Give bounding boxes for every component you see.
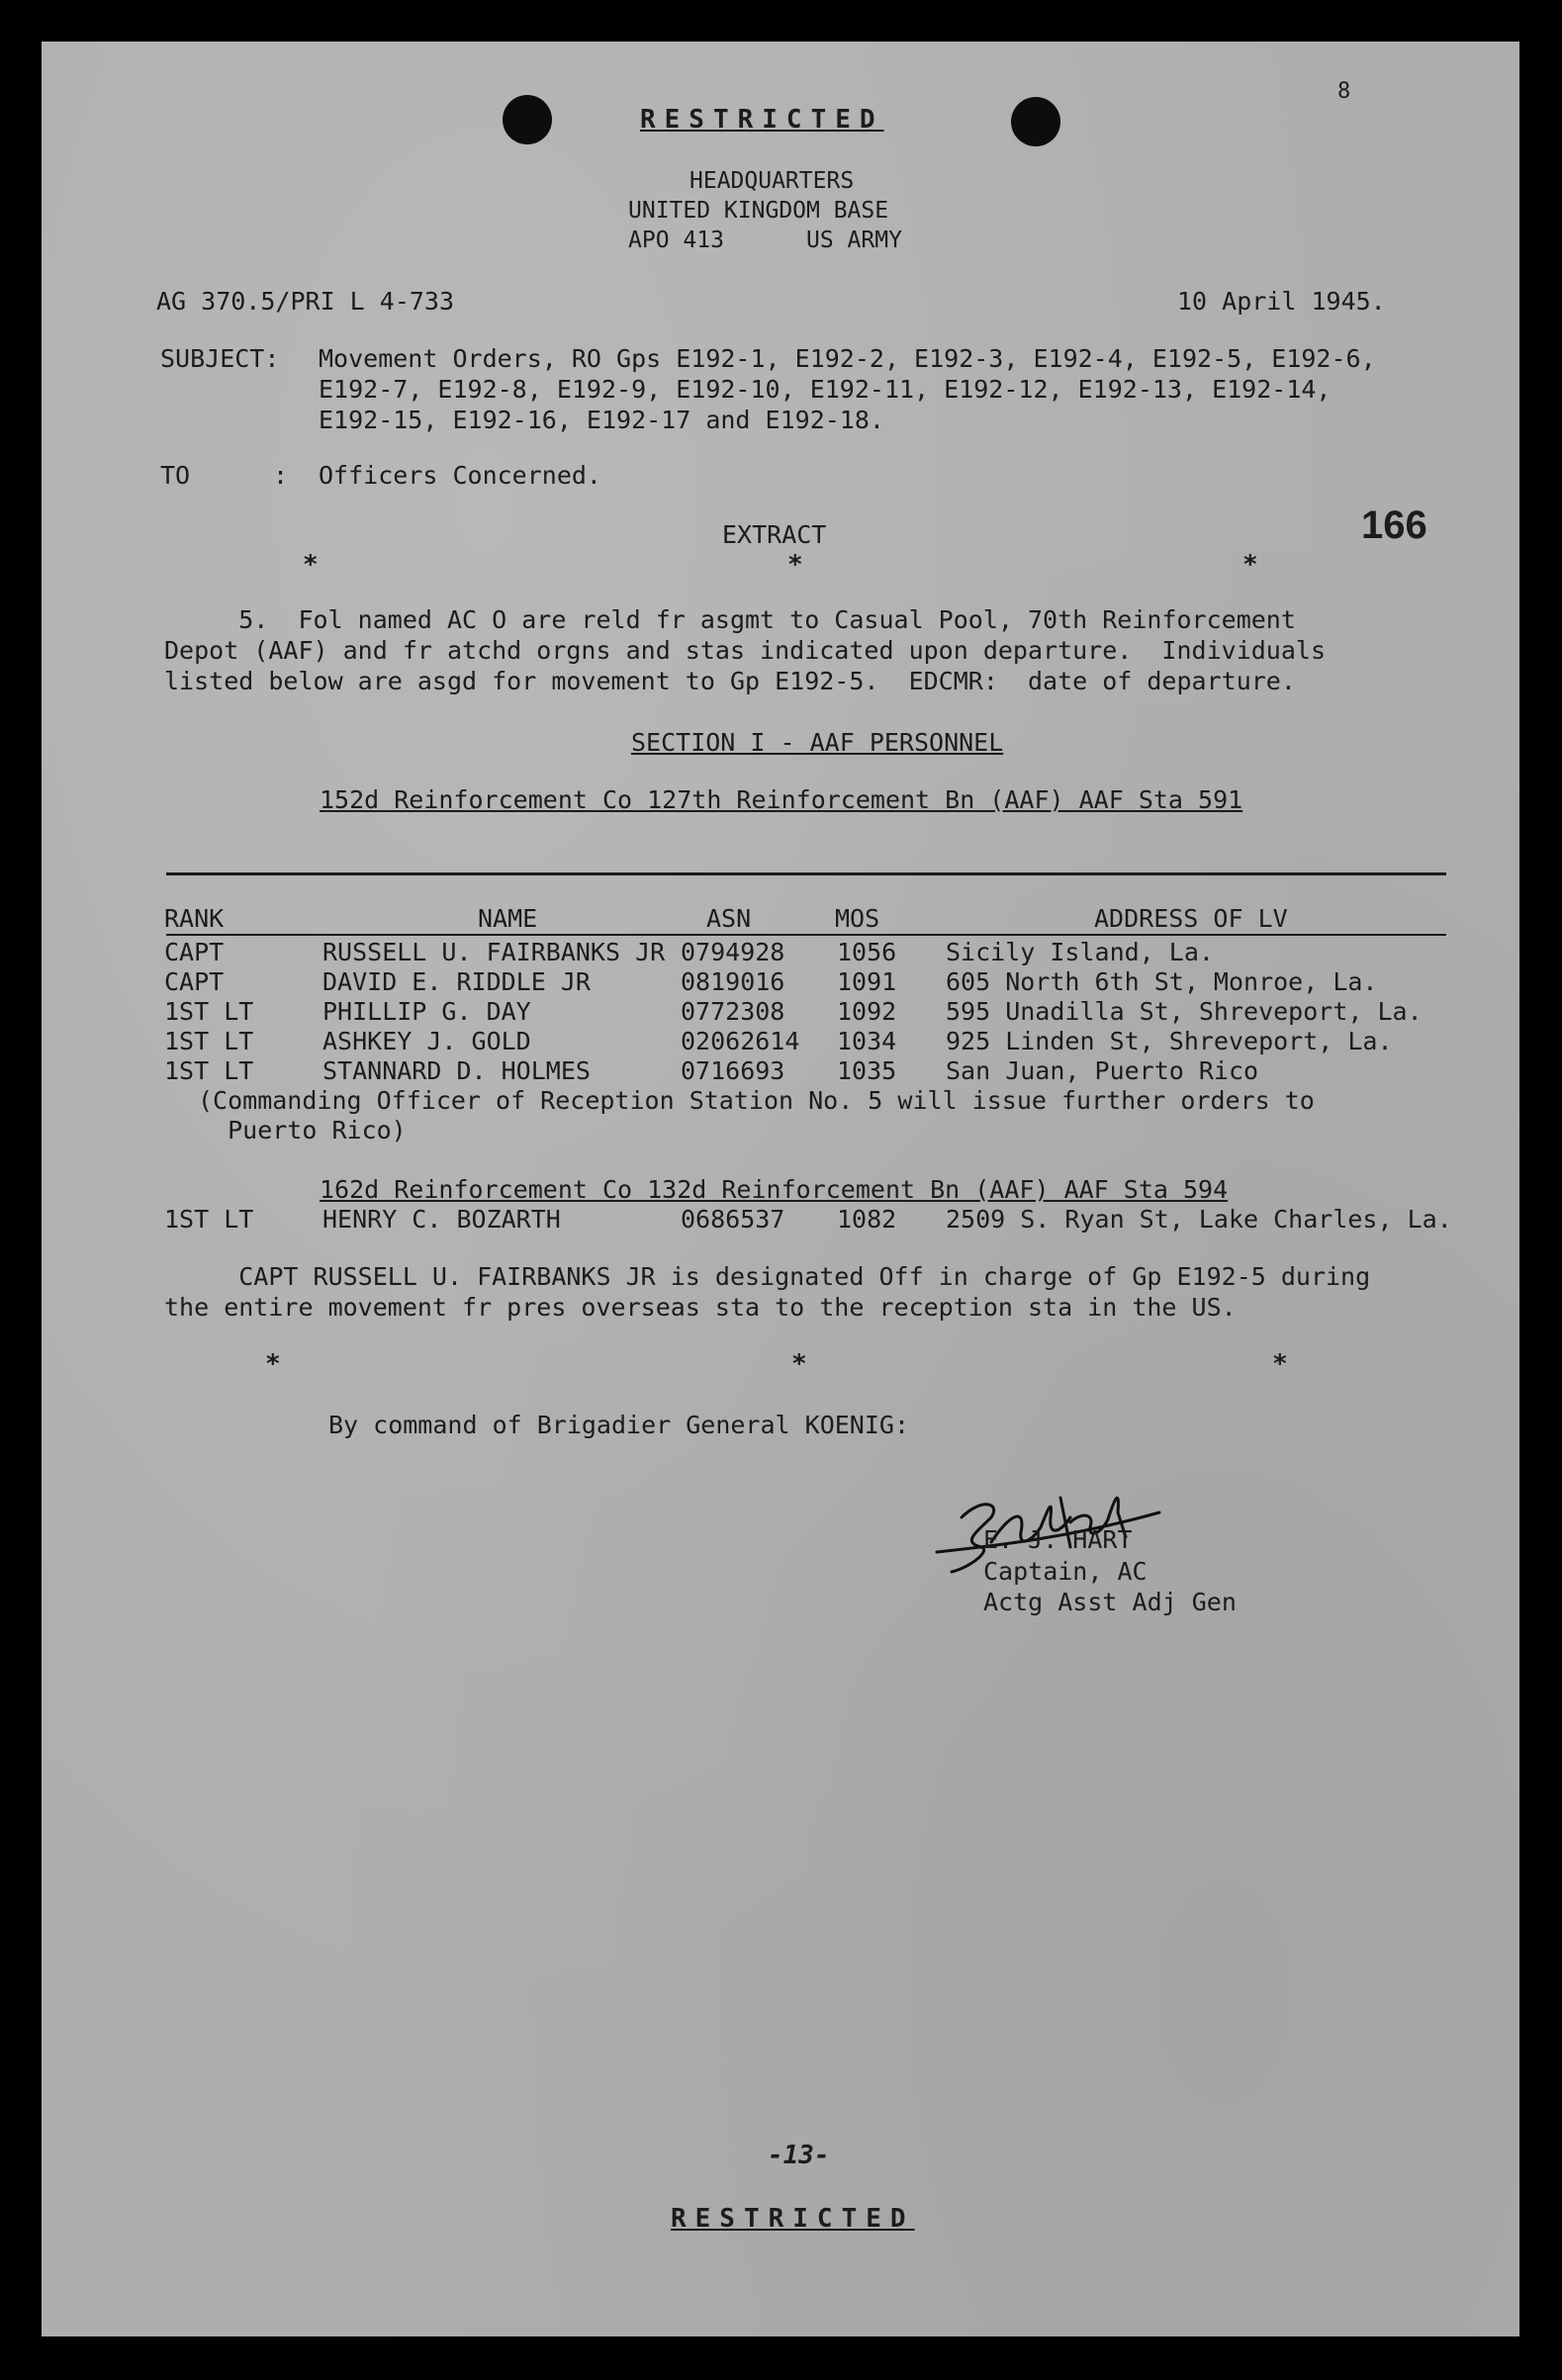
cell-mos: 1082 (837, 1205, 897, 1234)
page-marker: -13- (768, 2141, 830, 2170)
paragraph-line-2: Depot (AAF) and fr atchd orgns and stas indicated upon departure. Individuals (164, 636, 1326, 665)
charge-line-2: the entire movement fr pres overseas sta to the reception sta in the US. (164, 1293, 1237, 1322)
paragraph-line-1: 5. Fol named AC O are reld fr asgmt to Casual Pool, 70th Reinforcement (164, 605, 1296, 634)
cell-name: RUSSELL U. FAIRBANKS JR (322, 938, 666, 966)
cell-rank: 1ST LT (164, 1056, 254, 1085)
org-line-1: HEADQUARTERS (689, 168, 855, 194)
header-mos: MOS (835, 904, 880, 933)
separator-star: * (791, 1349, 807, 1379)
cell-mos: 1092 (837, 997, 897, 1026)
separator-star: * (1242, 550, 1258, 580)
separator-star: * (303, 550, 319, 580)
cell-address: 925 Linden St, Shreveport, La. (946, 1027, 1393, 1055)
cell-mos: 1056 (837, 938, 897, 966)
note-line-1: (Commanding Officer of Reception Station No. 5 will issue further orders to (198, 1086, 1315, 1115)
cell-address: 605 North 6th St, Monroe, La. (946, 967, 1378, 996)
cell-rank: CAPT (164, 967, 225, 996)
cell-address: 595 Unadilla St, Shreveport, La. (946, 997, 1423, 1026)
to-colon: : (273, 461, 289, 490)
table-header-row (42, 904, 1519, 934)
reference-number: AG 370.5/PRI L 4-733 (156, 287, 455, 316)
cell-asn: 02062614 (681, 1027, 800, 1055)
document-page (42, 42, 1519, 2336)
subject-line-3: E192-15, E192-16, E192-17 and E192-18. (319, 406, 884, 434)
cell-asn: 0716693 (681, 1056, 785, 1085)
cell-name: PHILLIP G. DAY (322, 997, 531, 1026)
table-row (42, 967, 1519, 997)
cell-mos: 1034 (837, 1027, 897, 1055)
header-name: NAME (478, 904, 538, 933)
table-row (42, 1205, 1519, 1235)
header-address: ADDRESS OF LV (1094, 904, 1288, 933)
extract-label: EXTRACT (722, 520, 827, 549)
signer-name: E. J. HART (983, 1525, 1133, 1554)
to-label: TO (160, 461, 191, 490)
note-line-2: Puerto Rico) (198, 1116, 407, 1144)
cell-name: ASHKEY J. GOLD (322, 1027, 531, 1055)
cell-name: STANNARD D. HOLMES (322, 1056, 591, 1085)
punch-hole-right (1011, 97, 1060, 146)
order-date: 10 April 1945. (1177, 287, 1386, 316)
subject-line-2: E192-7, E192-8, E192-9, E192-10, E192-11, E192-12, E192-13, E192-14, (319, 375, 1332, 404)
table-row (42, 938, 1519, 967)
charge-line-1: CAPT RUSSELL U. FAIRBANKS JR is designated Off in charge of Gp E192-5 during (164, 1262, 1371, 1291)
cell-address: 2509 S. Ryan St, Lake Charles, La. (946, 1205, 1452, 1234)
cell-address: Sicily Island, La. (946, 938, 1214, 966)
header-rule (166, 934, 1446, 936)
cell-rank: 1ST LT (164, 1027, 254, 1055)
cell-mos: 1035 (837, 1056, 897, 1085)
header-asn: ASN (706, 904, 752, 933)
subject-label: SUBJECT: (160, 344, 280, 373)
signer-rank: Captain, AC (983, 1557, 1148, 1586)
cell-mos: 1091 (837, 967, 897, 996)
unit-heading-1: 152d Reinforcement Co 127th Reinforcement Bn (AAF) AAF Sta 591 (320, 785, 1243, 814)
cell-rank: 1ST LT (164, 1205, 254, 1234)
signer-title: Actg Asst Adj Gen (983, 1588, 1237, 1616)
table-row (42, 1056, 1519, 1086)
separator-star: * (787, 550, 803, 580)
subject-line-1: Movement Orders, RO Gps E192-1, E192-2, E192-3, E192-4, E192-5, E192-6, (319, 344, 1376, 373)
cell-name: DAVID E. RIDDLE JR (322, 967, 591, 996)
cell-rank: CAPT (164, 938, 225, 966)
cell-asn: 0794928 (681, 938, 785, 966)
classification-footer: RESTRICTED (671, 2204, 915, 2234)
header-rank: RANK (164, 904, 225, 933)
section-title: SECTION I - AAF PERSONNEL (631, 728, 1004, 757)
command-line: By command of Brigadier General KOENIG: (328, 1411, 909, 1439)
paragraph-line-3: listed below are asgd for movement to Gp E192-5. EDCMR: date of departure. (164, 667, 1296, 695)
stamp-number: 166 (1361, 503, 1427, 547)
cell-asn: 0686537 (681, 1205, 785, 1234)
table-top-rule (166, 872, 1446, 875)
cell-asn: 0819016 (681, 967, 785, 996)
separator-star: * (265, 1349, 281, 1379)
page-number: 8 (1337, 79, 1351, 104)
unit-heading-2: 162d Reinforcement Co 132d Reinforcement Bn (AAF) AAF Sta 594 (320, 1175, 1229, 1204)
cell-name: HENRY C. BOZARTH (322, 1205, 561, 1234)
cell-rank: 1ST LT (164, 997, 254, 1026)
separator-star: * (1272, 1349, 1288, 1379)
cell-address: San Juan, Puerto Rico (946, 1056, 1259, 1085)
cell-asn: 0772308 (681, 997, 785, 1026)
to-recipients: Officers Concerned. (319, 461, 601, 490)
table-row (42, 1027, 1519, 1056)
org-line-3: APO 413 US ARMY (628, 228, 902, 253)
table-row (42, 997, 1519, 1027)
classification-header: RESTRICTED (640, 105, 884, 135)
org-line-2: UNITED KINGDOM BASE (628, 198, 889, 224)
punch-hole-left (503, 95, 552, 144)
